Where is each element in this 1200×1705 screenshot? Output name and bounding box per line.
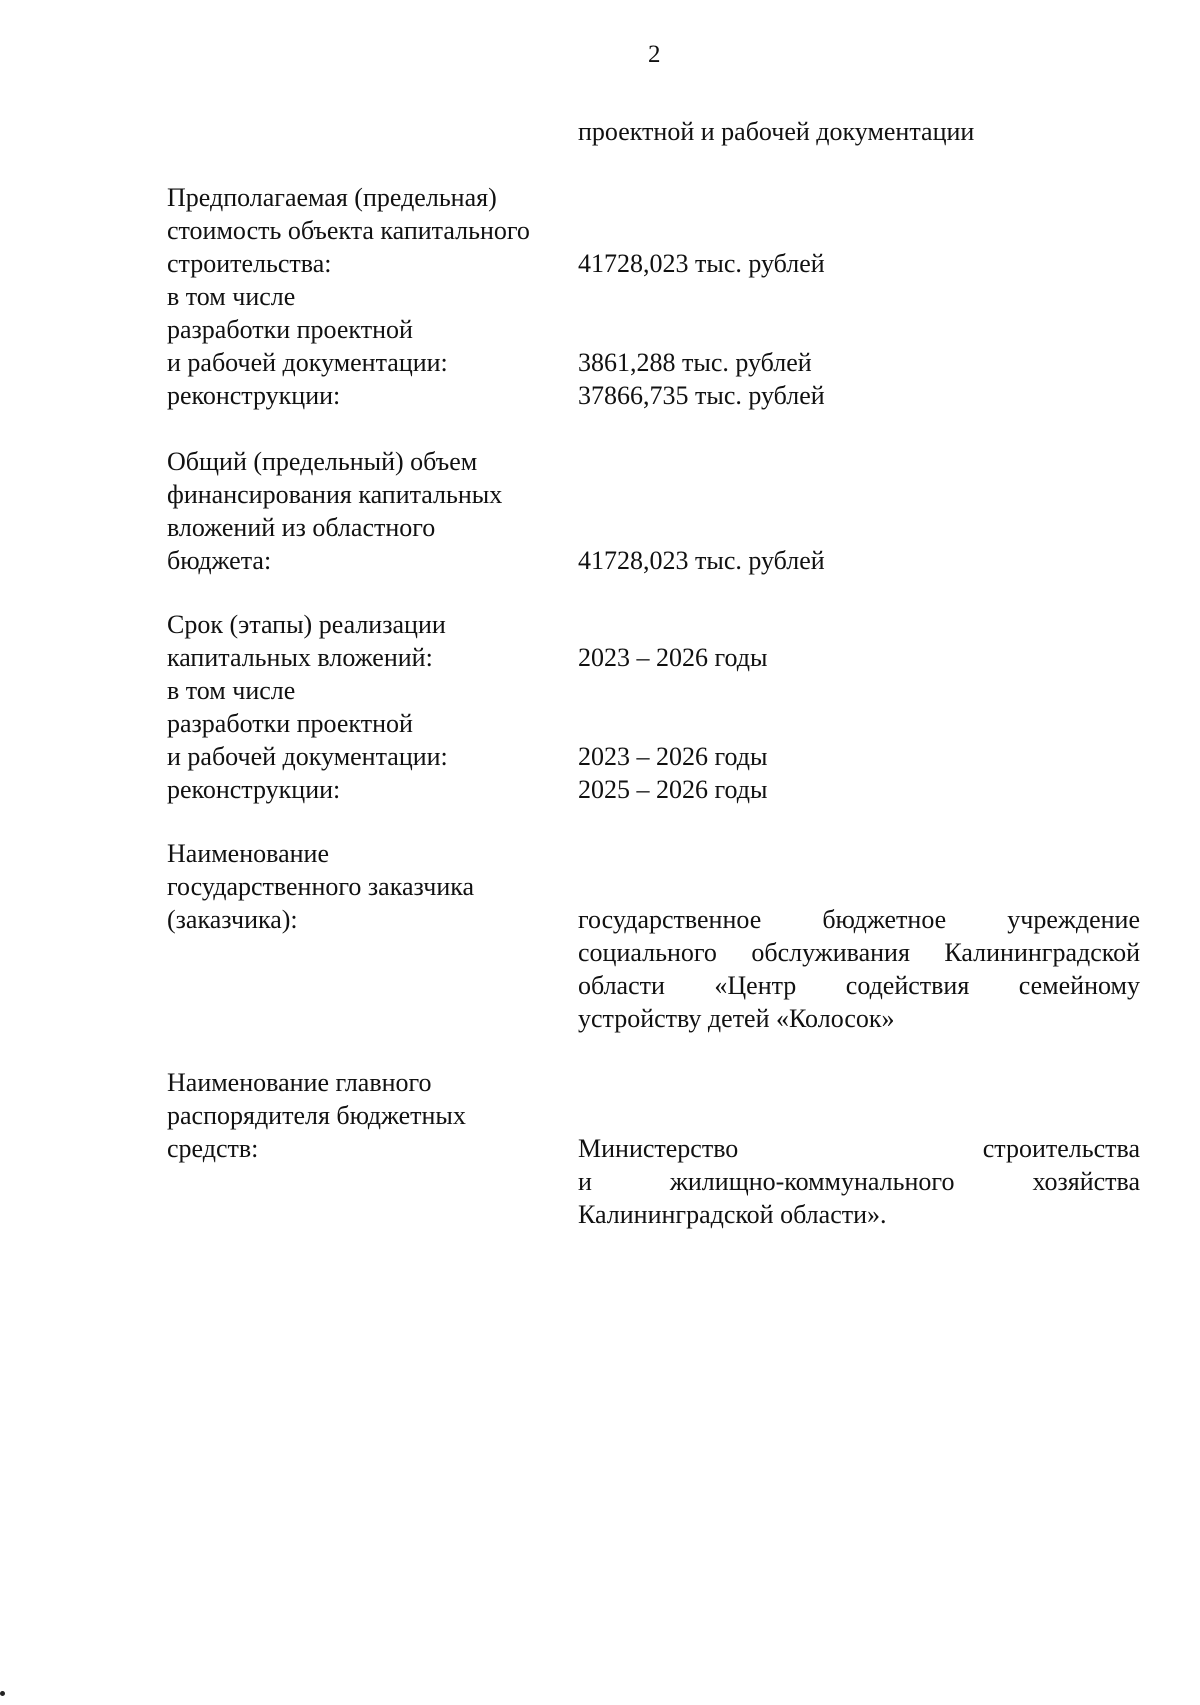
cost-label-line: Предполагаемая (предельная) [167,183,497,212]
timeline-label-line: и рабочей документации: [167,742,448,771]
customer-value-line [578,904,1140,936]
timeline-design-value: 2023 – 2026 годы [578,742,768,771]
customer-value-word: содействия [845,971,970,1000]
cost-total-value: 41728,023 тыс. рублей [578,249,825,278]
customer-value-word: Калининградской [944,938,1140,967]
customer-value-word: социального [578,938,717,967]
financing-label-line: финансирования капитальных [167,480,503,509]
financing-value: 41728,023 тыс. рублей [578,546,825,575]
customer-value-line [578,970,1140,1002]
customer-value-word: обслуживания [751,938,910,967]
manager-value-word: хозяйства [1032,1167,1140,1196]
financing-label-line: бюджета: [167,546,272,575]
cost-design-value: 3861,288 тыс. рублей [578,348,812,377]
manager-label-line: распорядителя бюджетных [167,1101,466,1130]
customer-value-line: устройству детей «Колосок» [578,1004,895,1033]
manager-value-line [578,1166,1140,1198]
customer-value-word: бюджетное [822,905,947,934]
timeline-total-value: 2023 – 2026 годы [578,643,768,672]
continued-value: проектной и рабочей документации [578,117,975,146]
customer-value-word: государственное [578,905,762,934]
cost-label-line: в том числе [167,282,296,311]
timeline-reconstruction-value: 2025 – 2026 годы [578,775,768,804]
manager-value-line [578,1133,1140,1165]
manager-value-word: строительства [982,1134,1140,1163]
cost-label-line: стоимость объекта капитального [167,216,530,245]
manager-value-line: Калининградской области». [578,1200,887,1229]
customer-value-word: учреждение [1007,905,1140,934]
page-number: 2 [648,41,661,68]
customer-label-line: Наименование [167,839,329,868]
cost-label-line: разработки проектной [167,315,413,344]
manager-value-word: жилищно-коммунального [669,1167,955,1196]
cost-label-line: реконструкции: [167,381,341,410]
customer-value-line [578,937,1140,969]
timeline-label-line: реконструкции: [167,775,341,804]
cost-label-line: и рабочей документации: [167,348,448,377]
cost-label-line: строительства: [167,249,332,278]
scan-mark [0,1691,5,1696]
manager-value-word: Министерство [578,1134,739,1163]
timeline-label-line: Срок (этапы) реализации [167,610,446,639]
manager-label-line: Наименование главного [167,1068,432,1097]
customer-value-word: семейному [1018,971,1140,1000]
financing-label-line: Общий (предельный) объем [167,447,478,476]
customer-value-word: «Центр [714,971,797,1000]
timeline-label-line: в том числе [167,676,296,705]
customer-value-word: области [578,971,665,1000]
customer-label-line: (заказчика): [167,905,298,934]
timeline-label-line: капитальных вложений: [167,643,433,672]
financing-label-line: вложений из областного [167,513,436,542]
cost-reconstruction-value: 37866,735 тыс. рублей [578,381,825,410]
timeline-label-line: разработки проектной [167,709,413,738]
customer-label-line: государственного заказчика [167,872,475,901]
manager-label-line: средств: [167,1134,259,1163]
manager-value-word: и [578,1167,592,1196]
